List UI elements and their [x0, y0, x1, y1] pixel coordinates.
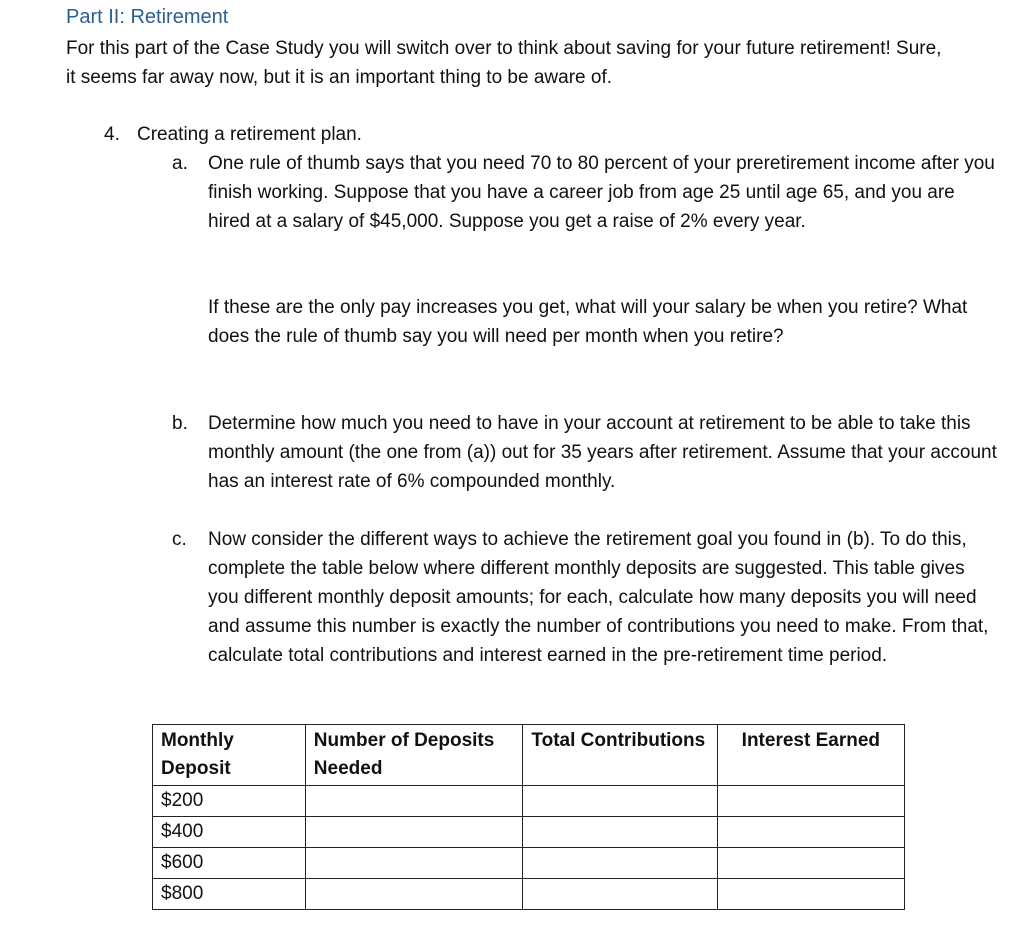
interest-earned-cell[interactable] — [718, 879, 905, 910]
number-of-deposits-cell[interactable] — [305, 817, 523, 848]
monthly-deposit-cell: $600 — [153, 848, 306, 879]
header-total-contributions: Total Contributions — [523, 725, 718, 786]
intro-paragraph: For this part of the Case Study you will switch over to think about saving for your future retirement! Sure, it seems far away now, but it is an important thing to be aware of. — [66, 38, 942, 88]
total-contributions-cell[interactable] — [523, 848, 718, 879]
part-c-paragraph: Now consider the different ways to achieve the retirement goal you found in (b). To do this, complete the table below where different monthly deposits are suggested. This table gives you different monthly deposit amounts; for each, calculate how many deposits you will need and assume this number is exactly the number of contributions you need to make. From that, calculate total contributions and interest earned in the pre-retirement time period. — [208, 529, 989, 666]
retirement-plan-table — [152, 724, 905, 910]
part-b-paragraph: Determine how much you need to have in your account at retirement to be able to take this monthly amount (the one from (a)) out for 35 years after retirement. Assume that your account has an interest rate of 6% compounded monthly. — [208, 413, 997, 492]
monthly-deposit-cell: $800 — [153, 879, 306, 910]
table-row — [153, 848, 905, 879]
part-b-letter: b. — [172, 413, 188, 434]
table-header-row — [153, 725, 905, 786]
monthly-deposit-cell: $200 — [153, 786, 306, 817]
header-interest-earned: Interest Earned — [718, 725, 905, 786]
interest-earned-cell[interactable] — [718, 786, 905, 817]
part-c-letter: c. — [172, 529, 187, 550]
part-a-paragraph-2: If these are the only pay increases you get, what will your salary be when you retire? What does the rule of thumb say you will need per month when you retire? — [208, 297, 968, 347]
number-of-deposits-cell[interactable] — [305, 879, 523, 910]
header-monthly-deposit: Monthly Deposit — [153, 725, 306, 786]
interest-earned-cell[interactable] — [718, 848, 905, 879]
part-a-paragraph-1: One rule of thumb says that you need 70 to 80 percent of your preretirement income after you finish working. Suppose that you have a career job from age 25 until age 65, and you are hired at a salary of $45,000. Suppose you get a raise of 2% every year. — [208, 153, 995, 232]
number-of-deposits-cell[interactable] — [305, 848, 523, 879]
table-row — [153, 879, 905, 910]
header-number-of-deposits: Number of Deposits Needed — [305, 725, 523, 786]
total-contributions-cell[interactable] — [523, 817, 718, 848]
table-row — [153, 817, 905, 848]
question-number: 4. — [104, 124, 120, 145]
number-of-deposits-cell[interactable] — [305, 786, 523, 817]
total-contributions-cell[interactable] — [523, 786, 718, 817]
total-contributions-cell[interactable] — [523, 879, 718, 910]
part-title: Part II: Retirement — [66, 6, 229, 28]
monthly-deposit-cell: $400 — [153, 817, 306, 848]
table-row — [153, 786, 905, 817]
interest-earned-cell[interactable] — [718, 817, 905, 848]
part-a-letter: a. — [172, 153, 188, 174]
question-title: Creating a retirement plan. — [137, 124, 362, 145]
